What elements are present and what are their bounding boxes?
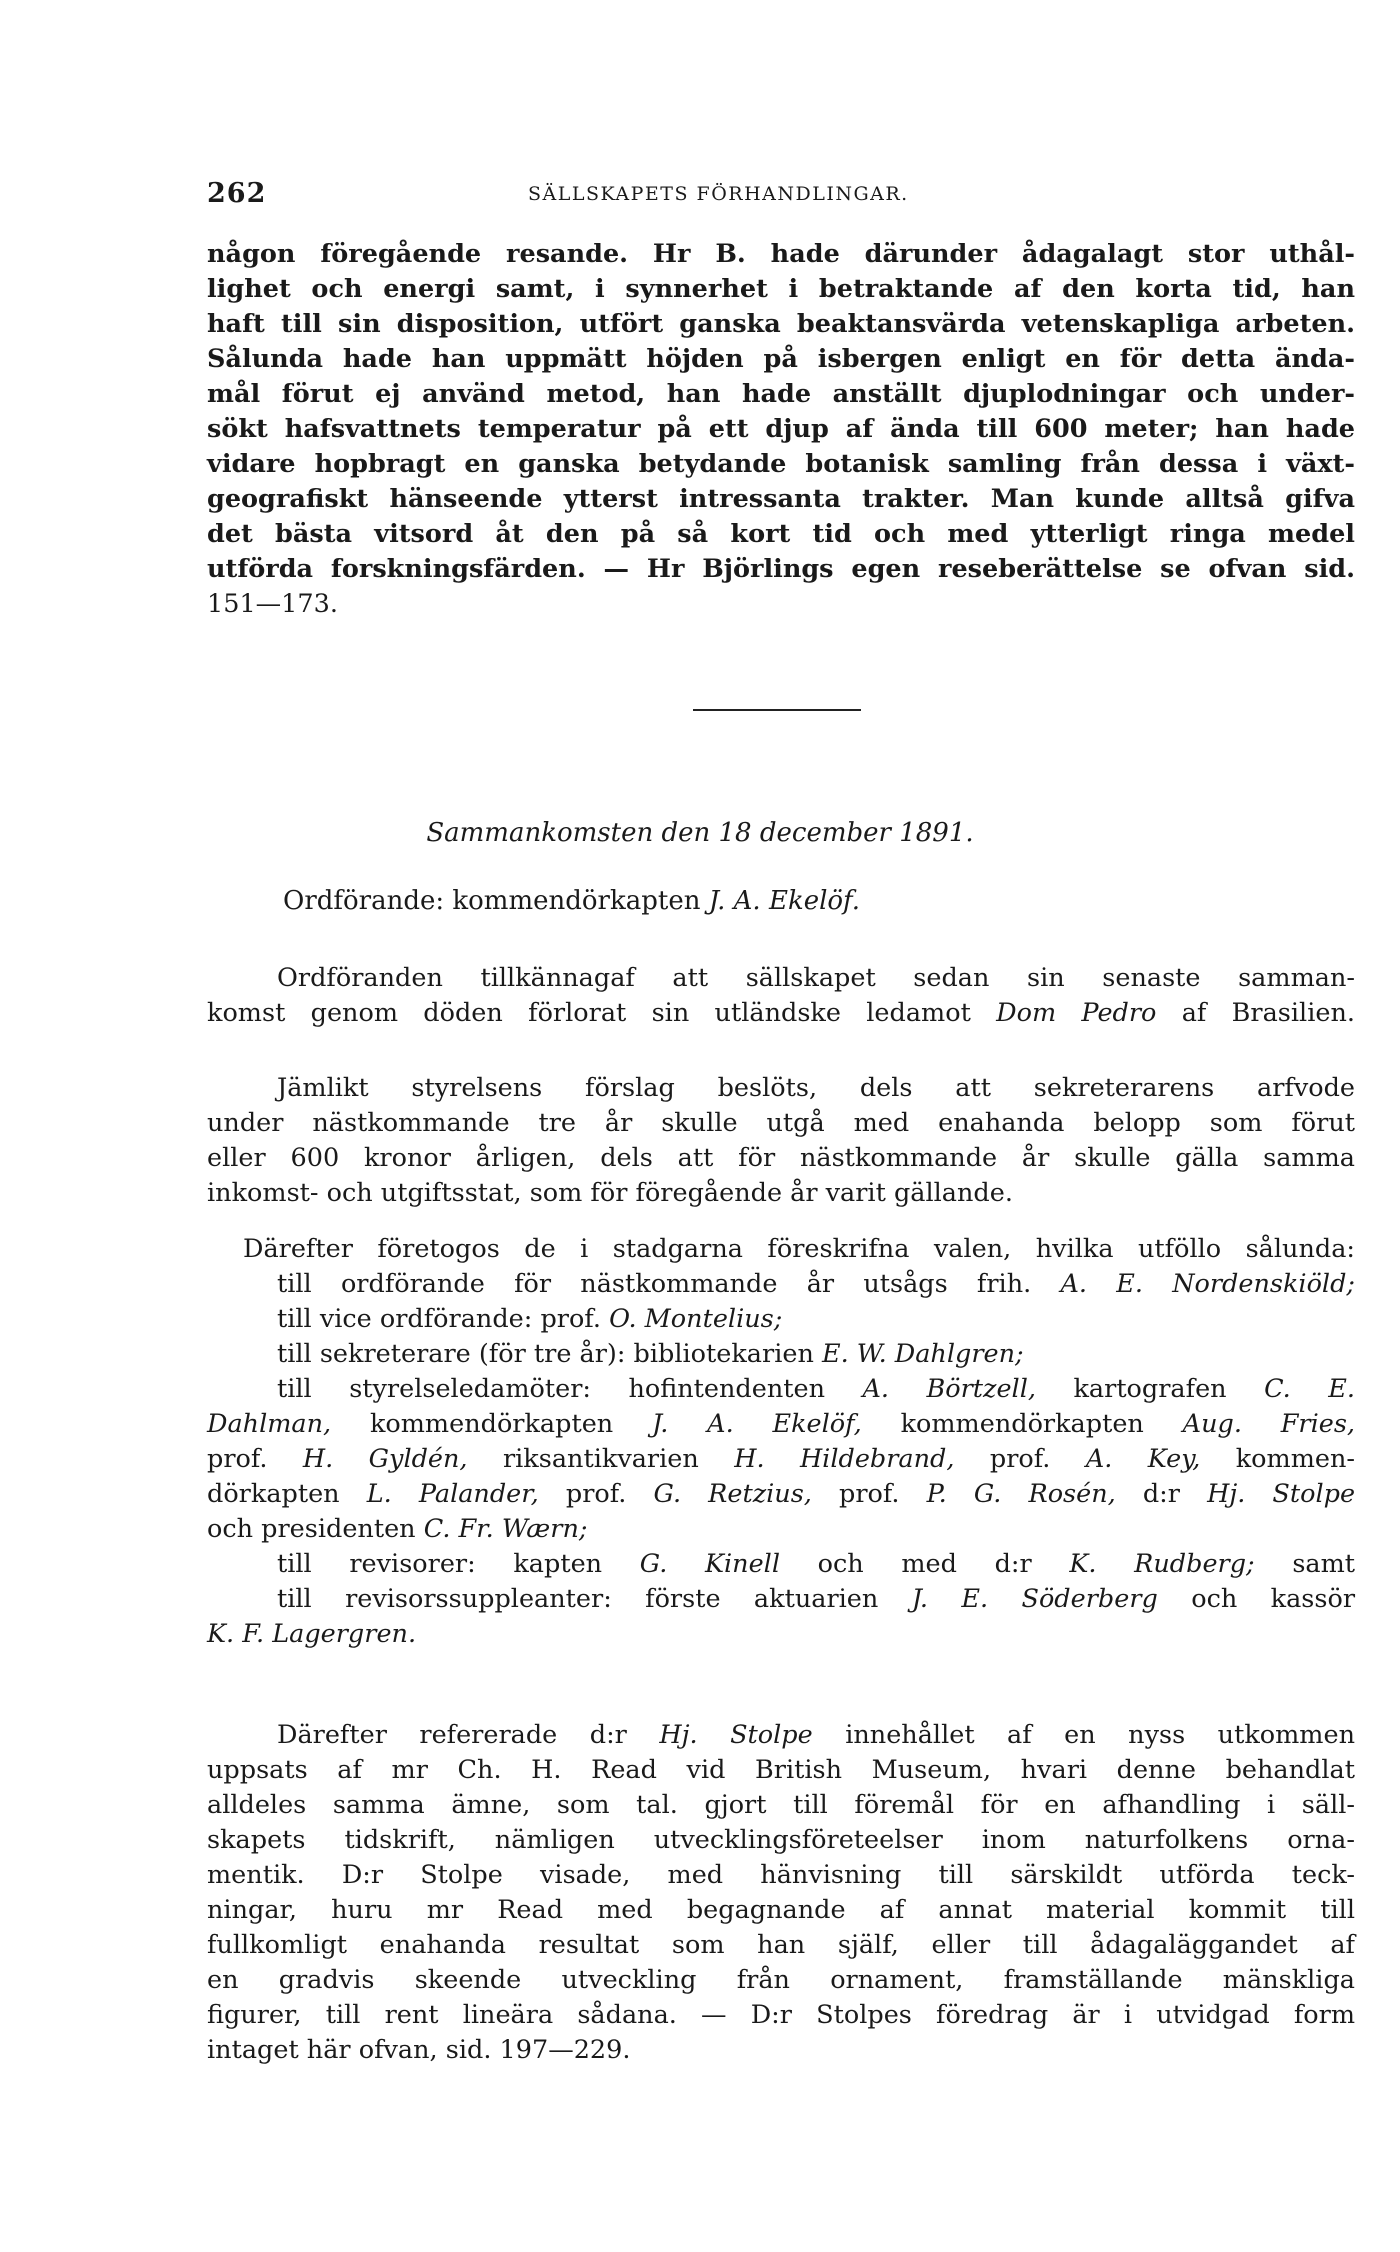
person-name: H. Gyldén, [302,1444,468,1474]
text-segment: Därefter refererade d:r [277,1720,627,1750]
person-name: G. Retzius, [653,1479,812,1509]
text-line: vidare hopbragt en ganska betydande botanisk samling från dessa i växt- [207,449,1355,479]
text-segment: samt [1292,1549,1356,1579]
person-name: A. Börtzell, [862,1374,1036,1404]
text-segment: och presidenten [207,1514,416,1544]
text-segment: till revisorer: kapten [277,1549,603,1579]
text-line: någon föregående resande. Hr B. hade därunder ådagalagt stor uthål- [207,239,1355,269]
text-segment: till ordförande för nästkommande år utsågs frih. [277,1269,1032,1299]
text-segment: kommen- [1235,1444,1356,1474]
text-line [277,1337,1355,1372]
person-name: L. Palander, [366,1479,539,1509]
text-segment: kommendörkapten [369,1409,614,1439]
text-segment: till sekreterare (för tre år): bibliotekarien [277,1339,814,1369]
person-name: Hj. Stolpe [659,1720,813,1750]
text-line [207,1477,1355,1512]
person-name: C. E. [1264,1374,1355,1404]
text-line: en gradvis skeende utveckling från ornament, framställande mänskliga [207,1965,1355,1995]
paragraph-expedition-summary [207,237,1355,622]
person-name: K. Rudberg; [1069,1549,1255,1579]
text-line [277,1718,1355,1753]
text-line: skapets tidskrift, nämligen utvecklingsföreteelser inom naturfolkens orna- [207,1825,1355,1855]
person-name: K. F. Lagergren. [207,1619,417,1649]
person-name: G. Kinell [639,1549,780,1579]
text-line: uppsats af mr Ch. H. Read vid British Museum, hvari denne behandlat [207,1755,1355,1785]
person-name: C. Fr. Wærn; [423,1514,588,1544]
text-line [277,1582,1355,1617]
paragraph-announcement [207,961,1355,1031]
person-name: J. A. Ekelöf, [652,1409,862,1439]
person-name: A. Key, [1085,1444,1201,1474]
text-segment: komst genom döden förlorat sin utländske ledamot [207,998,971,1028]
text-line: haft till sin disposition, utfört ganska beaktansvärda vetenskapliga arbeten. [207,309,1355,339]
text-line: Ordföranden tillkännagaf att sällskapet sedan sin senaste samman- [277,963,1355,993]
person-name: J. E. Söderberg [911,1584,1158,1614]
text-line [207,996,1355,1031]
text-segment: innehållet af en nyss utkommen [845,1720,1355,1750]
text-line: 151—173. [207,589,338,619]
meeting-chair [283,886,860,916]
person-name: Aug. Fries, [1182,1409,1356,1439]
person-name: H. Hildebrand, [734,1444,955,1474]
text-line: Sålunda hade han uppmätt höjden på isbergen enligt en för detta ända- [207,344,1355,374]
text-line: mål förut ej använd metod, han hade anställt djuplodningar och under- [207,379,1355,409]
person-name: P. G. Rosén, [926,1479,1116,1509]
person-name: O. Montelius; [609,1304,783,1334]
text-line: ningar, huru mr Read med begagnande af annat material kommit till [207,1895,1355,1925]
person-name: Dom Pedro [996,998,1157,1028]
text-segment: d:r [1142,1479,1180,1509]
text-line: intaget här ofvan, sid. 197—229. [207,2035,631,2065]
paragraph-lecture [207,1718,1355,2068]
person-name: E. W. Dahlgren; [821,1339,1024,1369]
text-line: geografiskt hänseende ytterst intressanta trakter. Man kunde alltså gifva [207,484,1355,514]
text-line: Därefter företogos de i stadgarna föreskrifna valen, hvilka utföllo sålunda: [243,1234,1355,1264]
paragraph-decision [207,1071,1355,1211]
text-segment: kommendörkapten [900,1409,1144,1439]
text-segment: till styrelseledamöter: hofintendenten [277,1374,826,1404]
text-line: det bästa vitsord åt den på så kort tid och med ytterligt ringa medel [207,519,1355,549]
section-divider [693,709,861,711]
text-segment: och med d:r [817,1549,1032,1579]
person-name: Dahlman, [207,1409,332,1439]
text-segment: kartografen [1073,1374,1227,1404]
person-name: A. E. Nordenskiöld; [1060,1269,1356,1299]
text-line [277,1372,1355,1407]
text-segment: prof. [565,1479,627,1509]
text-line: lighet och energi samt, i synnerhet i betraktande af den korta tid, han [207,274,1355,304]
text-line: eller 600 kronor årligen, dels att för nästkommande år skulle gälla samma [207,1143,1355,1173]
text-line: figurer, till rent lineära sådana. — D:r Stolpes föredrag är i utvidgad form [207,2000,1355,2030]
text-line: under nästkommande tre år skulle utgå med enahanda belopp som förut [207,1108,1355,1138]
text-segment: riksantikvarien [502,1444,699,1474]
text-line: mentik. D:r Stolpe visade, med hänvisning till särskildt utförda teck- [207,1860,1355,1890]
text-line [207,1617,1355,1652]
text-line: sökt hafsvattnets temperatur på ett djup af ända till 600 meter; han hade [207,414,1355,444]
text-line: Jämlikt styrelsens förslag beslöts, dels att sekreterarens arfvode [277,1073,1355,1103]
text-segment: och kassör [1191,1584,1356,1614]
chair-label: Ordförande: kommendörkapten [283,886,701,916]
text-segment: prof. [207,1444,268,1474]
text-line [207,1442,1355,1477]
text-line: fullkomligt enahanda resultat som han själf, eller till ådagaläggandet af [207,1930,1355,1960]
chair-name: J. A. Ekelöf. [708,886,861,916]
text-line [277,1267,1355,1302]
paragraph-elections [207,1232,1355,1652]
text-line [277,1547,1355,1582]
text-segment: prof. [989,1444,1051,1474]
text-line [277,1302,1355,1337]
running-title: SÄLLSKAPETS FÖRHANDLINGAR. [528,183,909,205]
text-segment: prof. [839,1479,900,1509]
page-number: 262 [207,178,267,209]
text-line: inkomst- och utgiftsstat, som för föregående år varit gällande. [207,1178,1013,1208]
page-header [0,178,1400,212]
text-segment: till vice ordförande: prof. [277,1304,601,1334]
text-segment: till revisorssuppleanter: förste aktuarien [277,1584,879,1614]
text-line [207,1407,1355,1442]
meeting-heading: Sammankomsten den 18 december 1891. [426,818,974,848]
text-line [207,1512,1355,1547]
text-segment: dörkapten [207,1479,340,1509]
text-line: utförda forskningsfärden. — Hr Björlings egen reseberättelse se ofvan sid. [207,554,1355,584]
text-line: alldeles samma ämne, som tal. gjort till föremål för en afhandling i säll- [207,1790,1355,1820]
text-segment: af Brasilien. [1181,998,1355,1028]
person-name: Hj. Stolpe [1207,1479,1356,1509]
